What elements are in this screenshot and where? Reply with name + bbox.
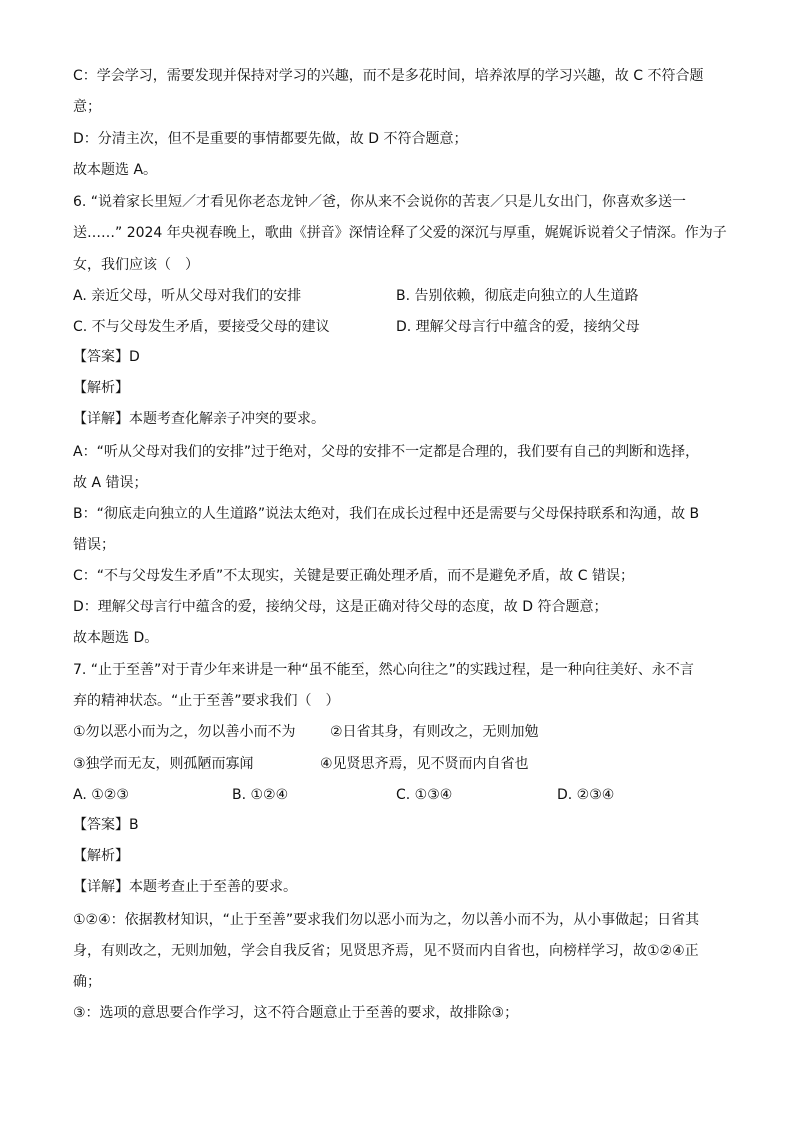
q6-option-b-analysis-cont: 错误； xyxy=(73,537,115,553)
q6-stem: 6. “说着家长里短／才看见你老态龙钟／爸，你从来不会说你的苦衷／只是儿女出门，你喜欢多送一 xyxy=(73,194,687,210)
q6-option-d: D. 理解父母言行中蕴含的爱，接纳父母 xyxy=(396,319,640,335)
q7-item-2: ②日省其身，有则改之，无则加勉 xyxy=(330,724,539,740)
q7-explanation: ①②④：依据教材知识，“止于至善”要求我们勿以恶小而为之，勿以善小而不为，从小事做起；日省其 xyxy=(73,912,700,928)
q7-option-d: D. ②③④ xyxy=(557,787,615,803)
q6-stem-cont: 送……” 2024 年央视春晚上，歌曲《拼音》深情诠释了父爱的深沉与厚重，娓娓诉说着父子情深。作为子 xyxy=(73,225,727,241)
q6-answer: 【答案】D xyxy=(73,349,140,365)
q7-option-c: C. ①③④ xyxy=(396,787,453,803)
q6-option-c-analysis: C：“不与父母发生矛盾”不太现实，关键是要正确处理矛盾，而不是避免矛盾，故 C 错误； xyxy=(73,568,634,584)
q7-item-4: ④见贤思齐焉，见不贤而内自省也 xyxy=(320,756,529,772)
q7-answer: 【答案】B xyxy=(73,817,139,833)
q7-stem-cont: 弃的精神状态。“止于至善”要求我们（ ） xyxy=(73,693,340,709)
q6-stem-end: 女，我们应该（ ） xyxy=(73,257,199,273)
q7-item-3-analysis: ③：选项的意思要合作学习，这不符合题意止于至善的要求，故排除③； xyxy=(73,1005,519,1021)
q6-analysis-heading: 【解析】 xyxy=(73,380,129,396)
q7-option-b: B. ①②④ xyxy=(232,787,289,803)
q6-option-c: C. 不与父母发生矛盾，要接受父母的建议 xyxy=(73,319,330,335)
q7-explanation-cont: 身，有则改之，无则加勉，学会自我反省；见贤思齐焉，见不贤而内自省也，向榜样学习，故①②④正 xyxy=(73,943,699,959)
q6-option-b: B. 告别依赖，彻底走向独立的人生道路 xyxy=(396,288,639,304)
q6-option-a-analysis: A：“听从父母对我们的安排”过于绝对，父母的安排不一定都是合理的，我们要有自己的判断和选择， xyxy=(73,444,700,460)
q7-item-3: ③独学而无友，则孤陋而寡闻 xyxy=(73,756,254,772)
q5-option-c-analysis-cont: 意； xyxy=(73,99,101,115)
q7-explanation-end: 确； xyxy=(73,974,101,990)
q7-stem: 7. “止于至善”对于青少年来讲是一种“虽不能至，然心向往之”的实践过程，是一种向往美好、永不言 xyxy=(73,662,694,678)
q6-option-b-analysis: B：“彻底走向独立的人生道路”说法太绝对，我们在成长过程中还是需要与父母保持联系和沟通，故 B xyxy=(73,506,700,522)
q6-detail: 【详解】本题考查化解亲子冲突的要求。 xyxy=(73,411,325,427)
q7-detail: 【详解】本题考查止于至善的要求。 xyxy=(73,879,297,895)
q6-conclusion: 故本题选 D。 xyxy=(73,630,159,646)
q5-option-d-analysis: D：分清主次，但不是重要的事情都要先做，故 D 不符合题意； xyxy=(73,131,468,147)
q7-option-a: A. ①②③ xyxy=(73,787,129,803)
q5-option-c-analysis: C：学会学习，需要发现并保持对学习的兴趣，而不是多花时间，培养浓厚的学习兴趣，故 C 不符合题 xyxy=(73,68,704,84)
q6-option-a-analysis-cont: 故 A 错误； xyxy=(73,475,148,491)
q7-analysis-heading: 【解析】 xyxy=(73,848,129,864)
q7-item-1: ①勿以恶小而为之，勿以善小而不为 xyxy=(73,724,296,740)
q5-conclusion: 故本题选 A。 xyxy=(73,162,158,178)
q6-option-a: A. 亲近父母，听从父母对我们的安排 xyxy=(73,288,302,304)
q6-option-d-analysis: D：理解父母言行中蕴含的爱，接纳父母，这是正确对待父母的态度，故 D 符合题意； xyxy=(73,599,608,615)
